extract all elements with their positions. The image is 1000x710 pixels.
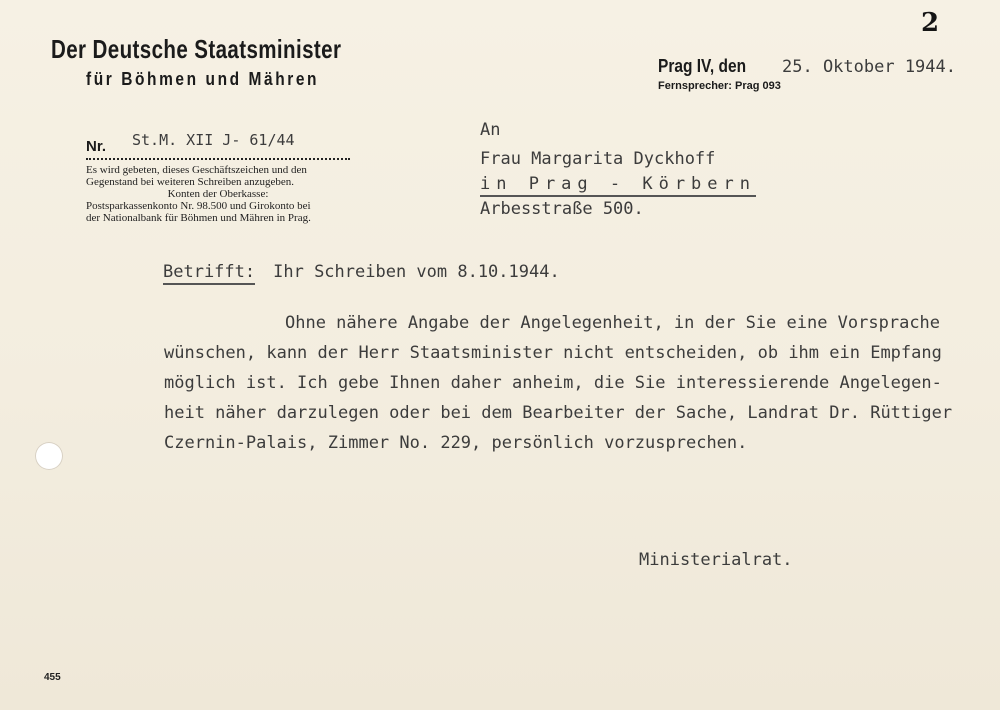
letter-body [164, 313, 994, 463]
recipient-salutation: An [480, 120, 501, 140]
letterhead-subtitle: für Böhmen und Mähren [86, 69, 320, 89]
closing-signature: Ministerialrat. [639, 550, 793, 570]
recipient-address [480, 120, 756, 224]
letterhead-title: Der Deutsche Staatsminister [51, 34, 342, 64]
recipient-city: in Prag - Körbern [480, 174, 756, 197]
recipient-street: Arbesstraße 500. [480, 199, 644, 219]
punch-hole [35, 442, 63, 470]
body-line-2: wünschen, kann der Herr Staatsminister nicht entscheiden, ob ihm ein Empfang [164, 343, 942, 363]
reference-note-line-2: Gegenstand bei weiteren Schreiben anzugeben. [86, 176, 294, 188]
recipient-name: Frau Margarita Dyckhoff [480, 149, 716, 169]
reference-note [86, 164, 350, 224]
body-line-1: Ohne nähere Angabe der Angelegenheit, in der Sie eine Vorsprache [285, 313, 941, 333]
reference-line [86, 130, 350, 160]
phone-line: Fernsprecher: Prag 093 [658, 80, 781, 92]
reference-prefix: Nr. [86, 138, 107, 155]
reference-block [86, 130, 350, 224]
body-line-3: möglich ist. Ich gebe Ihnen daher anheim, die Sie interessierende Angelegen- [164, 373, 942, 393]
accounts-line-1: Postsparkassenkonto Nr. 98.500 und Girokonto bei [86, 200, 311, 212]
body-line-4: heit näher darzulegen oder bei dem Bearbeiter der Sache, Landrat Dr. Rüttiger [164, 403, 953, 423]
accounts-heading: Konten der Oberkasse: [167, 188, 269, 200]
footer-code: 455 [44, 672, 61, 683]
page-number: 2 [921, 8, 940, 38]
place-date-prefix: Prag IV, den [658, 56, 747, 76]
accounts-line-2: der Nationalbank für Böhmen und Mähren in Prag. [86, 212, 311, 224]
subject-line [163, 262, 560, 285]
subject-label: Betrifft: [163, 262, 255, 285]
body-line-5: Czernin-Palais, Zimmer No. 229, persönlich vorzusprechen. [164, 433, 748, 453]
letter-date: 25. Oktober 1944. [782, 57, 956, 77]
subject-text: Ihr Schreiben vom 8.10.1944. [273, 262, 560, 282]
reference-value: St.M. XII J- 61/44 [132, 131, 295, 149]
reference-note-line-1: Es wird gebeten, dieses Geschäftszeichen und den [86, 164, 307, 176]
